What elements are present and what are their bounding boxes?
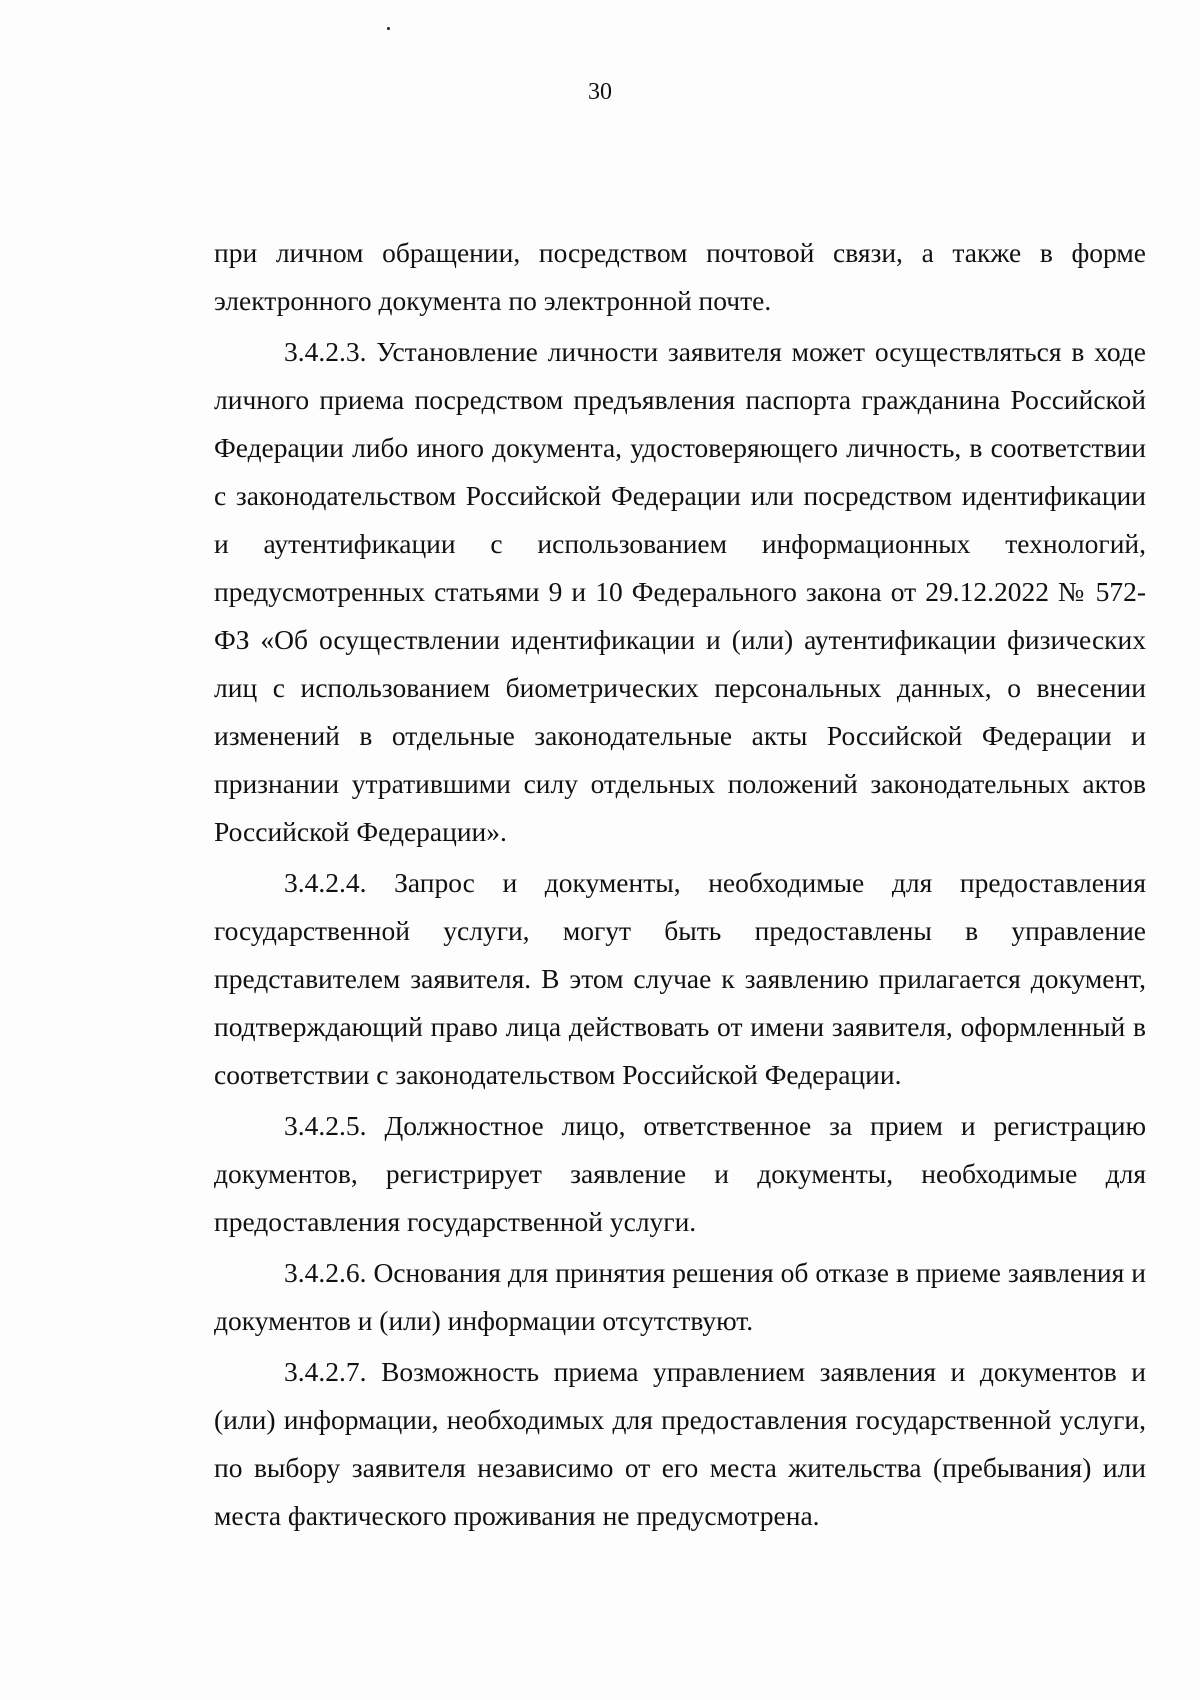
paragraph-3-4-2-7: 3.4.2.7. Возможность приема управлением заявления и документов и (или) информации, необходимых для предоставления государственной услуги, по выбору заявителя независимо от его места жительства (пребывания) или места фактического проживания не предусмотрена. [214,1356,1146,1531]
paragraph-3-4-2-6: 3.4.2.6. Основания для принятия решения об отказе в приеме заявления и документов и (или) информации отсутствуют. [214,1257,1146,1336]
paragraph-continuation: при личном обращении, посредством почтовой связи, а также в форме электронного документа по электронной почте. [214,237,1146,316]
paragraph-3-4-2-3: 3.4.2.3. Установление личности заявителя может осуществляться в ходе личного приема посредством предъявления паспорта гражданина Российской Федерации либо иного документа, удостоверяющего личность, в соответствии с законодательством Российской Федерации или посредством идентификации и аутентификации с использованием информационных технологий, предусмотренных статьями 9 и 10 Федерального закона от 29.12.2022 № 572-ФЗ «Об осуществлении идентификации и (или) аутентификации физических лиц с использованием биометрических персональных данных, о внесении изменений в отдельные законодательные акты Российской Федерации и признании утратившими силу отдельных положений законодательных актов Российской Федерации». [214,336,1146,847]
scan-speck [387,27,390,30]
paragraph-3-4-2-4: 3.4.2.4. Запрос и документы, необходимые для предоставления государственной услуги, могут быть предоставлены в управление представителем заявителя. В этом случае к заявлению прилагается документ, подтверждающий право лица действовать от имени заявителя, оформленный в соответствии с законодательством Российской Федерации. [214,867,1146,1090]
page-number: 30 [588,79,612,105]
paragraph-3-4-2-5: 3.4.2.5. Должностное лицо, ответственное за прием и регистрацию документов, регистрирует заявление и документы, необходимые для предоставления государственной услуги. [214,1110,1146,1237]
document-body [214,229,1146,1540]
